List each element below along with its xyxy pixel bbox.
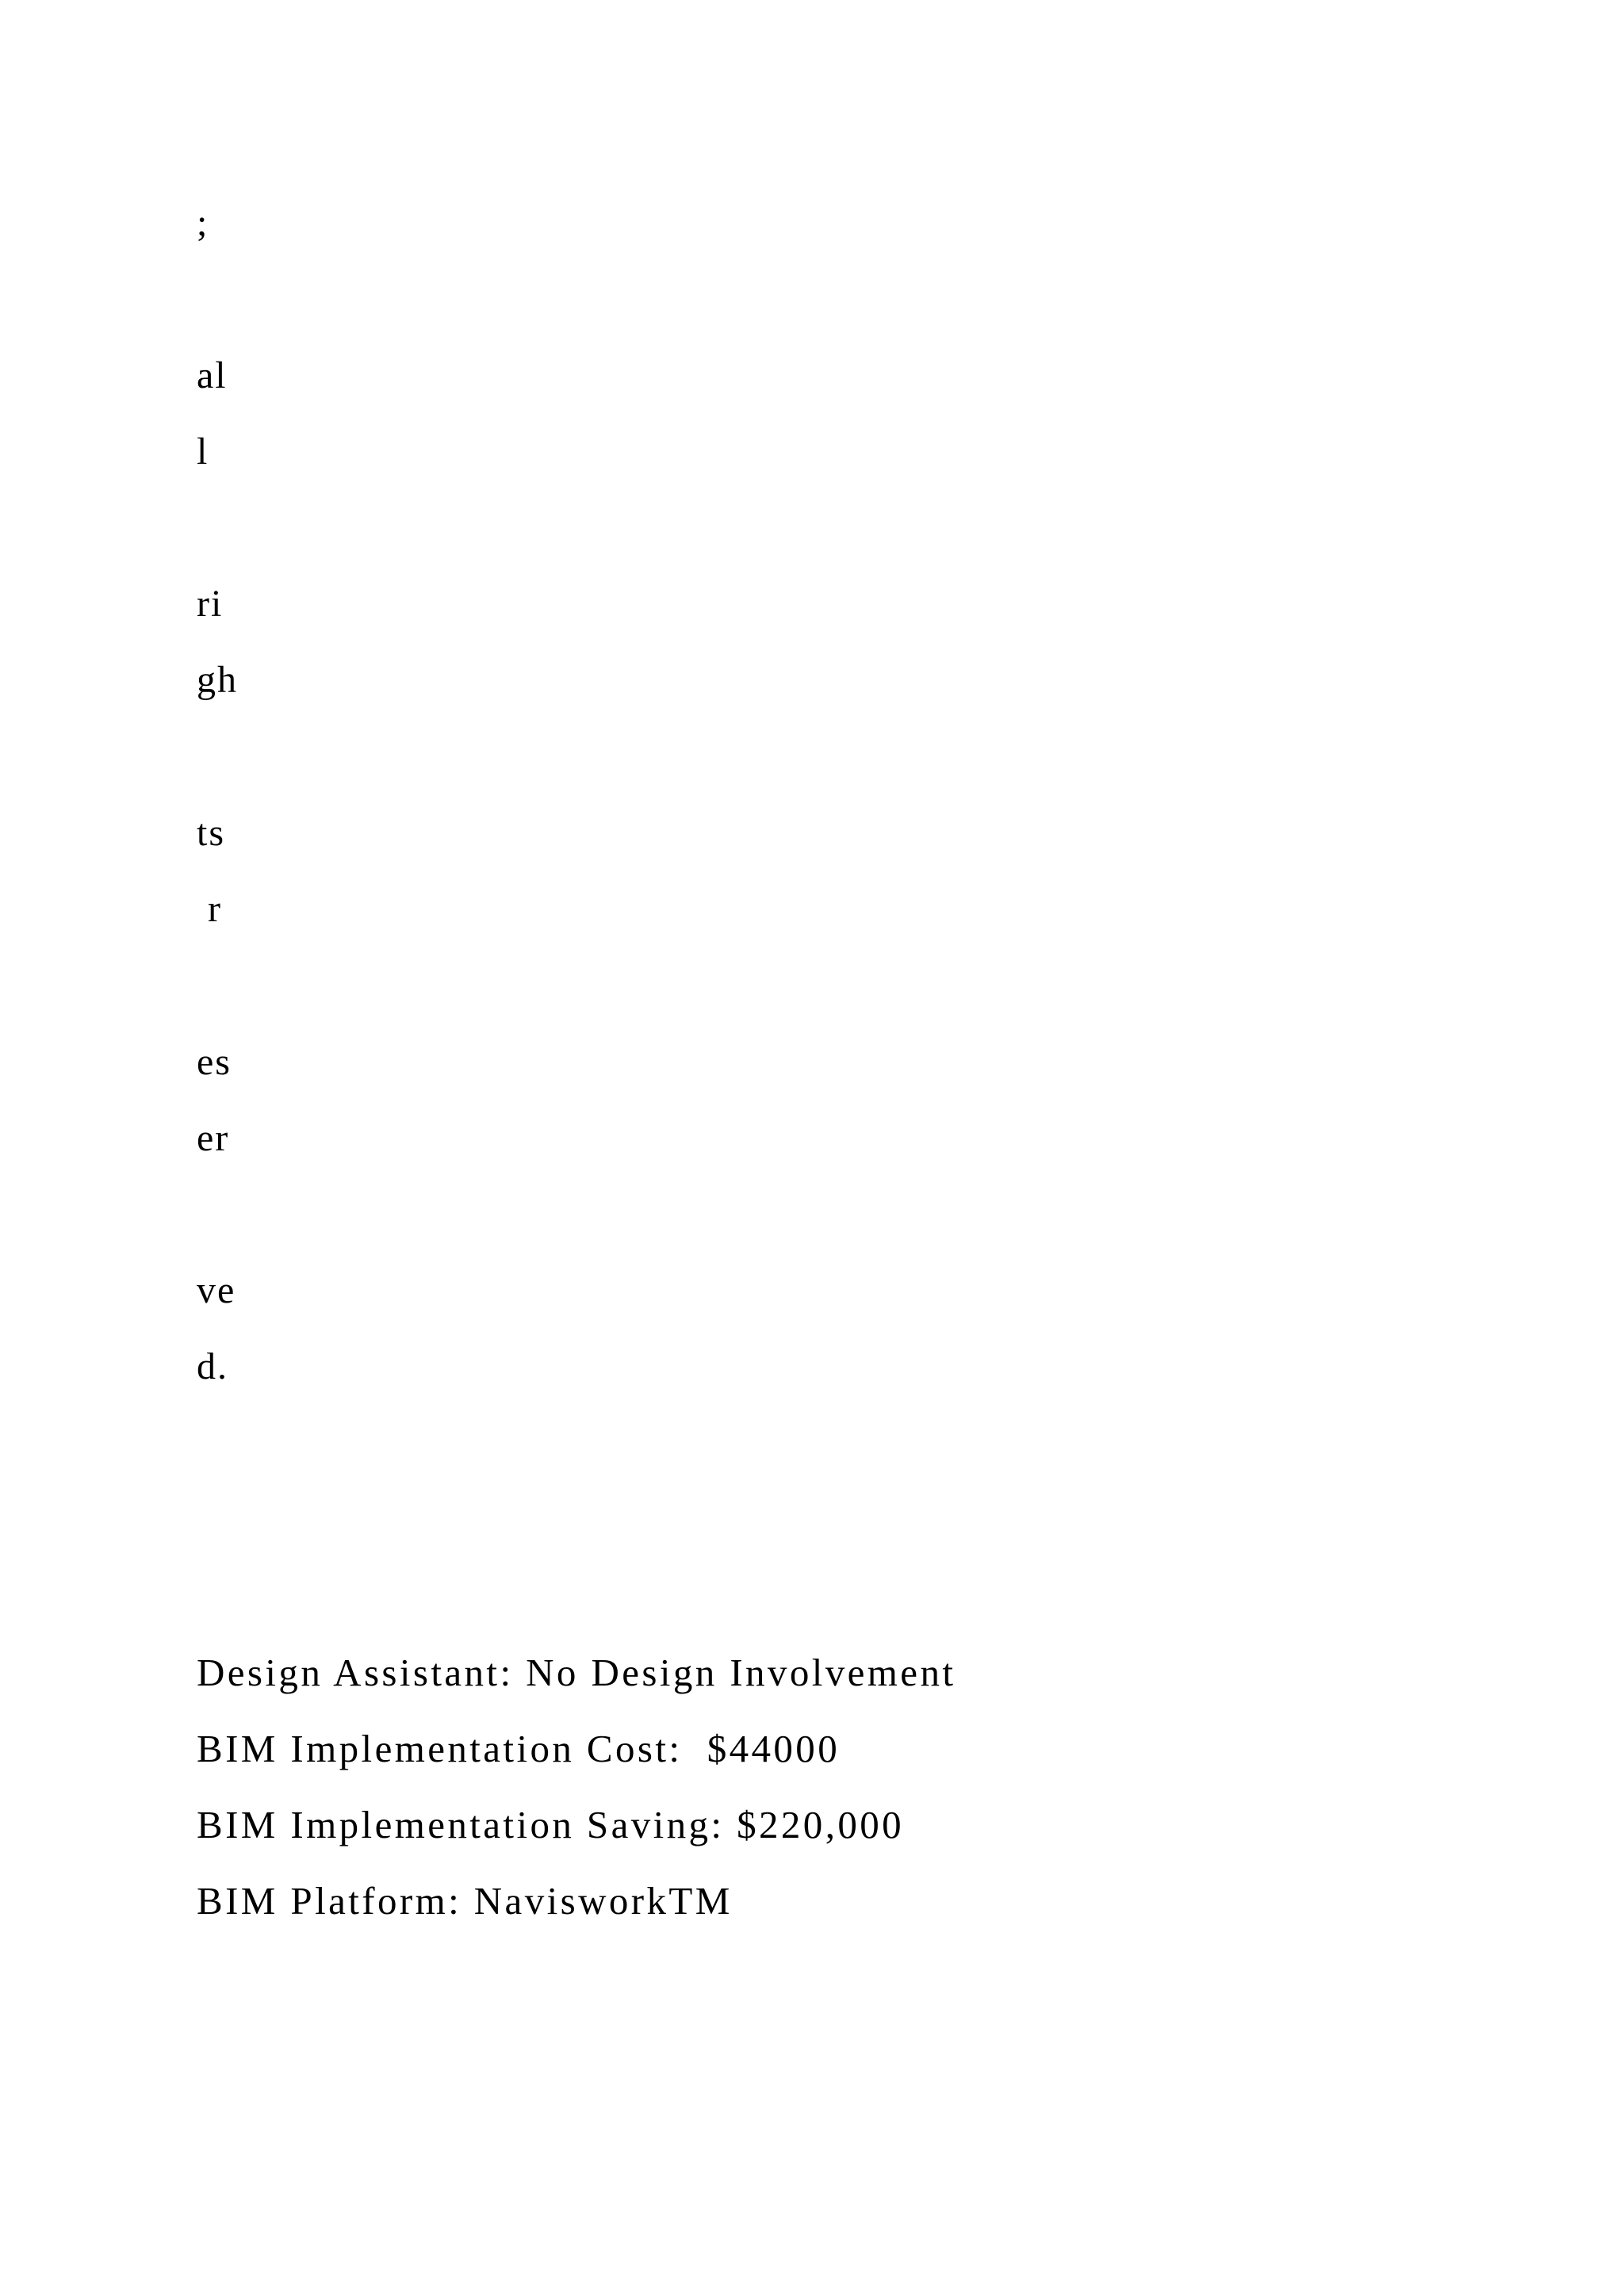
text-fragment: ts [197,812,226,854]
text-fragment: al [197,354,228,396]
design-assistant-line: Design Assistant: No Design Involvement [197,1651,956,1694]
implementation-saving-line: BIM Implementation Saving: $220,000 [197,1803,905,1846]
text-fragment: ; [197,202,209,244]
text-fragment: ri [197,583,224,625]
bim-platform-line: BIM Platform: NavisworkTM [197,1879,733,1923]
text-fragment: r [197,888,222,930]
text-fragment: l [197,430,209,473]
text-fragment: gh [197,659,238,701]
text-fragment: d. [197,1345,228,1387]
text-fragment: ve [197,1269,236,1311]
implementation-cost-line: BIM Implementation Cost: $44000 [197,1727,841,1770]
text-fragment: es [197,1041,232,1083]
text-fragment: er [197,1117,230,1159]
